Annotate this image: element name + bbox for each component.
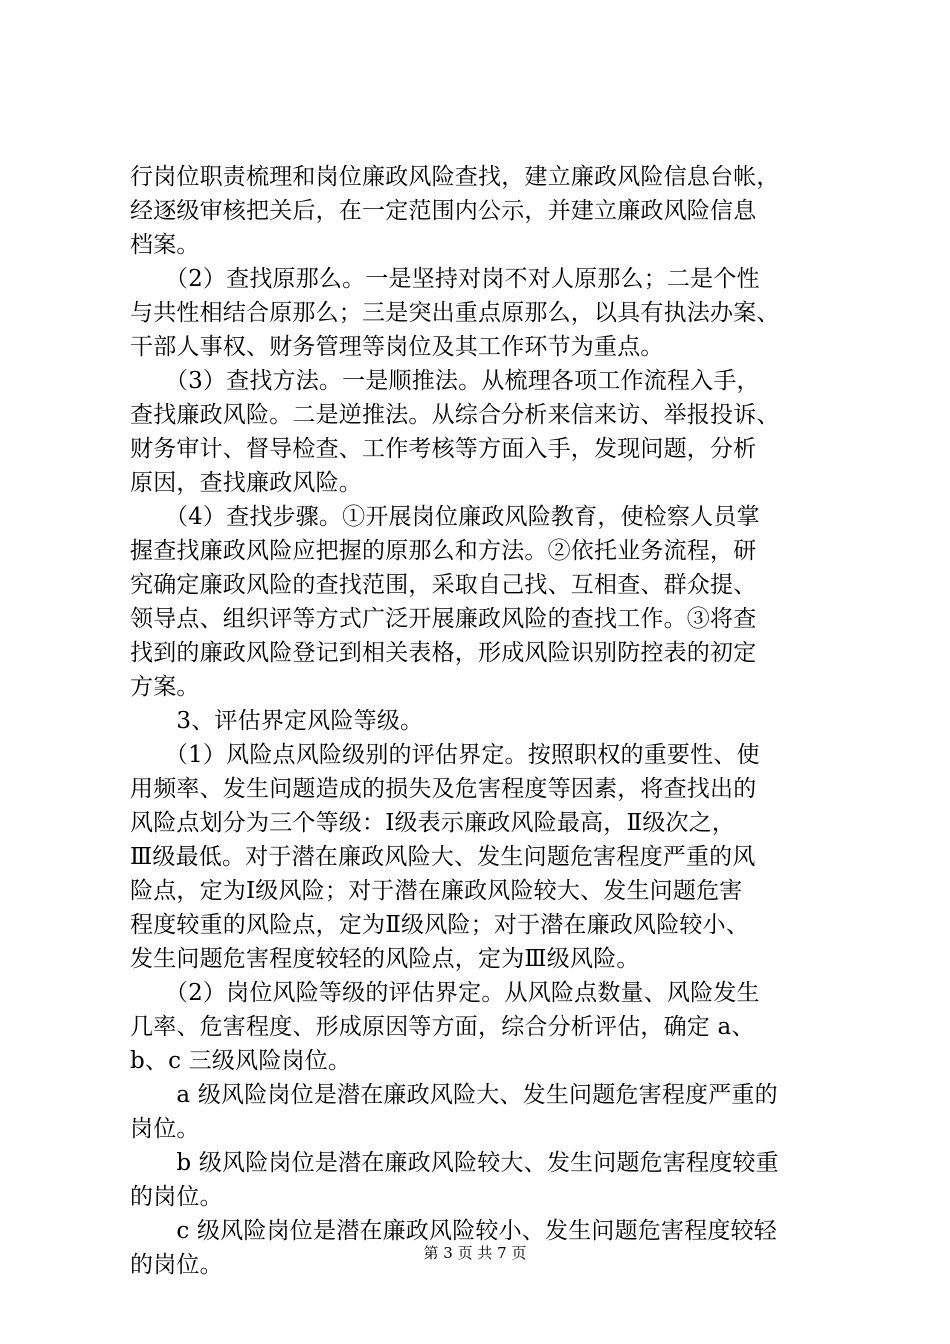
text-line: 财务审计、督导检查、工作考核等方面入手，发现问题，分析 (130, 436, 757, 462)
text-line: 经逐级审核把关后，在一定范围内公示，并建立廉政风险信息 (130, 198, 757, 224)
text-line: 究确定廉政风险的查找范围，采取自己找、互相查、群众提、 (130, 572, 757, 598)
document-body (130, 160, 828, 1282)
text-line: （1）风险点风险级别的评估界定。按照职权的重要性、使 (130, 742, 760, 768)
text-line: 干部人事权、财务管理等岗位及其工作环节为重点。 (130, 334, 664, 360)
text-line: 档案。 (130, 232, 200, 258)
text-line: 原因，查找廉政风险。 (130, 470, 362, 496)
text-line: （3）查找方法。一是顺推法。从梳理各项工作流程入手， (130, 368, 760, 394)
text-line: 的岗位。 (130, 1184, 223, 1210)
text-line: 几率、危害程度、形成原因等方面，综合分析评估，确定 a、 (130, 1014, 755, 1040)
text-line: 方案。 (130, 674, 200, 700)
text-line: 与共性相结合原那么；三是突出重点原那么，以具有执法办案、 (130, 300, 780, 326)
text-line: b、c 三级风险岗位。 (130, 1048, 352, 1074)
text-line: c 级风险岗位是潜在廉政风险较小、发生问题危害程度较轻 (130, 1218, 777, 1244)
text-line: 领导点、组织评等方式广泛开展廉政风险的查找工作。③将查 (130, 606, 757, 632)
text-line: b 级风险岗位是潜在廉政风险较大、发生问题危害程度较重 (130, 1150, 779, 1176)
text-line: 找到的廉政风险登记到相关表格，形成风险识别防控表的初定 (130, 640, 757, 666)
text-line: （4）查找步骤。①开展岗位廉政风险教育，使检察人员掌 (130, 504, 760, 530)
text-line: 用频率、发生问题造成的损失及危害程度等因素，将查找出的 (130, 776, 757, 802)
page-number-footer: 第 3 页 共 7 页 (423, 1244, 527, 1262)
text-line: 岗位。 (130, 1116, 200, 1142)
text-line: 查找廉政风险。二是逆推法。从综合分析来信来访、举报投诉、 (130, 402, 780, 428)
text-line: 程度较重的风险点，定为Ⅱ级风险；对于潜在廉政风险较小、 (130, 912, 750, 938)
text-line: （2）查找原那么。一是坚持对岗不对人原那么；二是个性 (130, 266, 760, 292)
text-line: 握查找廉政风险应把握的原那么和方法。②依托业务流程，研 (130, 538, 757, 564)
text-line: Ⅲ级最低。对于潜在廉政风险大、发生问题危害程度严重的风 (130, 844, 756, 870)
text-line: 行岗位职责梳理和岗位廉政风险查找，建立廉政风险信息台帐， (130, 164, 780, 190)
text-line: 险点，定为Ⅰ级风险；对于潜在廉政风险较大、发生问题危害 (130, 878, 743, 904)
text-line: a 级风险岗位是潜在廉政风险大、发生问题危害程度严重的 (130, 1082, 778, 1108)
text-line: 的岗位。 (130, 1252, 223, 1278)
text-line: （2）岗位风险等级的评估界定。从风险点数量、风险发生 (130, 980, 760, 1006)
text-line: 发生问题危害程度较轻的风险点，定为Ⅲ级风险。 (130, 946, 640, 972)
text-line: 3、评估界定风险等级。 (130, 708, 424, 734)
text-line: 风险点划分为三个等级：Ⅰ级表示廉政风险最高，Ⅱ级次之， (130, 810, 736, 836)
